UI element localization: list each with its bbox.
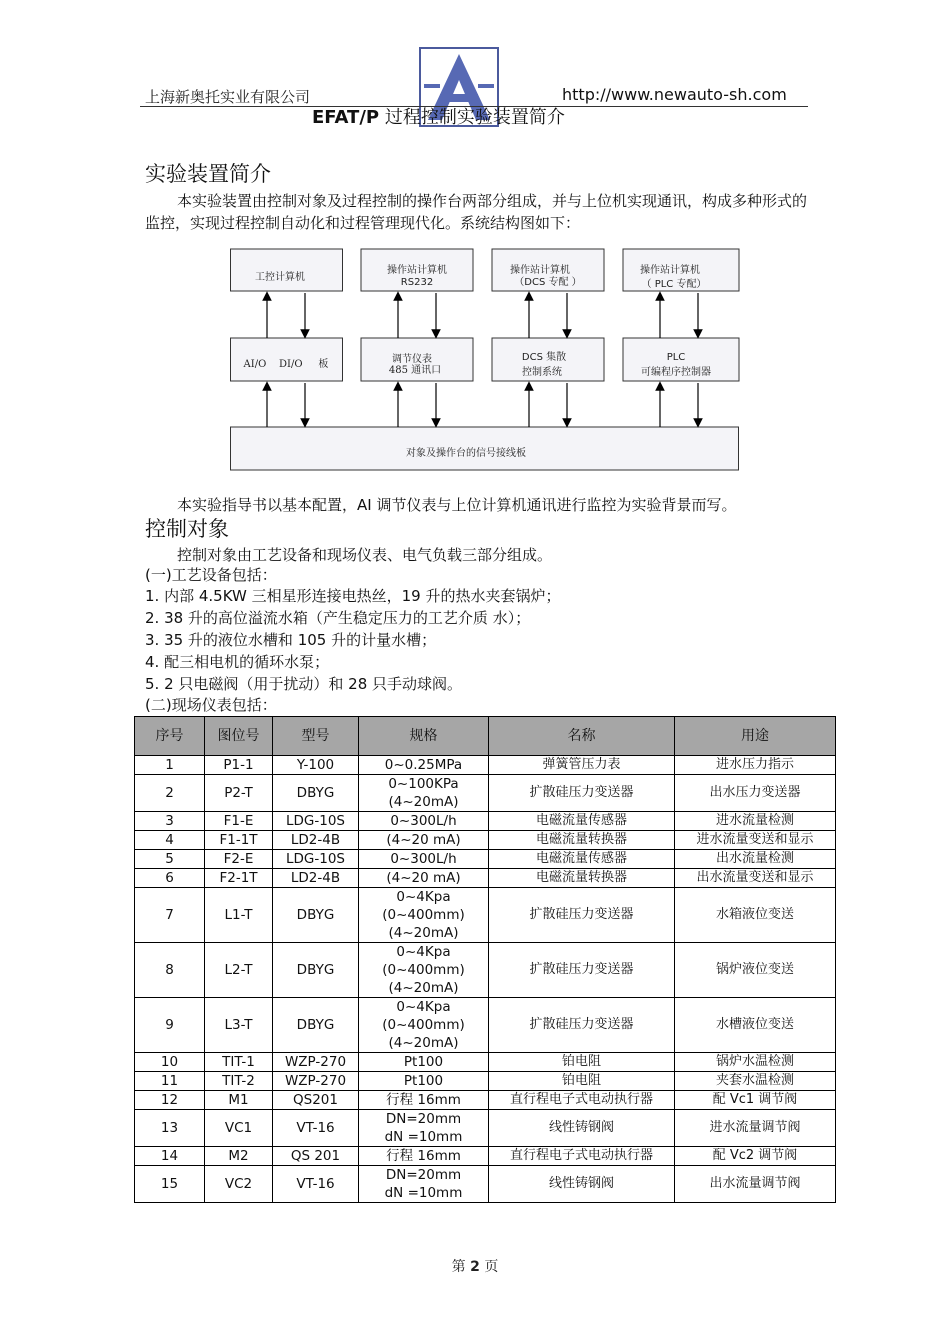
cell-name: 直行程电子式电动执行器 [489,1091,675,1110]
cell-spec [359,1110,489,1147]
cell-pos: P2-T [205,775,273,812]
cell-name: 弹簧管压力表 [489,756,675,775]
cell-use: 配 Vc2 调节阀 [675,1147,836,1166]
header-url[interactable]: http://www.newauto-sh.com [562,85,787,104]
cell-pos: VC1 [205,1110,273,1147]
table-row [135,869,836,888]
footer-prefix: 第 [451,1259,466,1275]
cell-model: LD2-4B [273,831,359,850]
spec-line: (4~20mA) [388,925,459,941]
cell-no: 14 [135,1147,205,1166]
list-item: 1. 内部 4.5KW 三相星形连接电热丝，19 升的热水夹套锅炉； [145,587,561,605]
cell-spec [359,1091,489,1110]
col-header-name: 名称 [489,717,675,756]
spec-line: (4~20mA) [388,1035,459,1051]
cell-name: 电磁流量转换器 [489,831,675,850]
mid-box-1-label: AI/O DI/O 板 [243,359,329,370]
cell-no: 5 [135,850,205,869]
mid-box-4-sub: 可编程序控制器 [641,367,711,378]
cell-use: 锅炉液位变送 [675,943,836,998]
instrument-table [134,716,836,1203]
cell-name: 线性铸钢阀 [489,1166,675,1203]
spec-line: (0~400mm) [382,1017,465,1033]
spec-line: (4~20mA) [388,980,459,996]
cell-spec [359,1147,489,1166]
cell-spec [359,1072,489,1091]
section2-sub2: (二)现场仪表包括： [145,696,277,714]
guide-text: 本实验指导书以基本配置，AI 调节仪表与上位计算机通讯进行监控为实验背景而写。 [177,496,737,514]
top-box-2-label: 操作站计算机 [387,265,447,276]
mid-box-3-sub: 控制系统 [522,367,562,378]
spec-line: Pt100 [403,1054,444,1070]
cell-no: 12 [135,1091,205,1110]
table-row [135,812,836,831]
cell-use: 水槽液位变送 [675,998,836,1053]
cell-model: WZP-270 [273,1072,359,1091]
spec-line: dN =10mm [384,1185,463,1201]
table-row [135,888,836,943]
cell-name: 铂电阻 [489,1053,675,1072]
cell-spec [359,1166,489,1203]
table-row [135,1147,836,1166]
cell-model: DBYG [273,943,359,998]
cell-spec [359,831,489,850]
section1-intro: 本实验装置由控制对象及过程控制的操作台两部分组成，并与上位机实现通讯，构成多种形式的监控，实现过程控制自动化和过程管理现代化。系统结构图如下： [145,192,808,232]
cell-spec [359,998,489,1053]
footer-suffix: 页 [484,1259,499,1275]
cell-spec [359,869,489,888]
cell-use: 进水压力指示 [675,756,836,775]
table-row [135,998,836,1053]
cell-pos: F2-E [205,850,273,869]
top-box-2-sub: RS232 [400,277,434,288]
cell-use: 水箱液位变送 [675,888,836,943]
cell-model: LDG-10S [273,812,359,831]
cell-spec [359,888,489,943]
section2-intro: 控制对象由工艺设备和现场仪表、电气负载三部分组成。 [177,546,553,564]
mid-box-4-label: PLC [666,352,686,363]
cell-model: DBYG [273,775,359,812]
cell-name: 扩散硅压力变送器 [489,775,675,812]
section1-heading: 实验装置简介 [145,162,271,186]
spec-line: 0~0.25MPa [384,757,463,773]
cell-model: DBYG [273,888,359,943]
top-box-3-label: 操作站计算机 [510,265,570,276]
cell-pos: M1 [205,1091,273,1110]
top-box-3-sub: （DCS 专配 ） [514,277,582,288]
spec-line: 行程 16mm [386,1092,461,1108]
spec-line: 0~4Kpa [396,999,451,1015]
top-box-1 [231,249,343,291]
cell-use: 进水流量调节阀 [675,1110,836,1147]
spec-line: (4~20mA) [388,794,459,810]
mid-box-2-label: 调节仪表 [392,354,432,365]
col-header-model: 型号 [273,717,359,756]
cell-model: VT-16 [273,1166,359,1203]
col-header-no: 序号 [135,717,205,756]
spec-line: (0~400mm) [382,907,465,923]
cell-name: 电磁流量转换器 [489,869,675,888]
list-item: 5. 2 只电磁阀（用于扰动）和 28 只手动球阀。 [145,675,463,693]
cell-no: 1 [135,756,205,775]
spec-line: 0~4Kpa [396,944,451,960]
top-box-1-label: 工控计算机 [255,272,305,283]
cell-use: 夹套水温检测 [675,1072,836,1091]
cell-use: 出水流量调节阀 [675,1166,836,1203]
page-footer [0,1256,950,1276]
top-box-4-label: 操作站计算机 [640,265,700,276]
cell-no: 7 [135,888,205,943]
mid-box-2-sub: 485 通讯口 [388,365,442,376]
cell-no: 3 [135,812,205,831]
cell-pos: F1-E [205,812,273,831]
cell-use: 出水压力变送器 [675,775,836,812]
cell-no: 13 [135,1110,205,1147]
cell-model: QS 201 [273,1147,359,1166]
cell-pos: VC2 [205,1166,273,1203]
cell-use: 配 Vc1 调节阀 [675,1091,836,1110]
spec-line: 0~4Kpa [396,889,451,905]
cell-name: 线性铸钢阀 [489,1110,675,1147]
col-header-pos: 图位号 [205,717,273,756]
cell-pos: F1-1T [205,831,273,850]
cell-pos: L1-T [205,888,273,943]
header-title [312,103,565,129]
cell-name: 电磁流量传感器 [489,812,675,831]
cell-model: QS201 [273,1091,359,1110]
header-title-bold: EFAT/P [312,107,380,128]
cell-model: DBYG [273,998,359,1053]
cell-pos: L2-T [205,943,273,998]
cell-use: 出水流量检测 [675,850,836,869]
table-row [135,1110,836,1147]
cell-spec [359,775,489,812]
cell-use: 进水流量变送和显示 [675,831,836,850]
spec-line: 行程 16mm [386,1148,461,1164]
cell-pos: F2-1T [205,869,273,888]
spec-line: DN=20mm [385,1111,462,1127]
bottom-box-label: 对象及操作台的信号接线板 [406,448,526,459]
cell-use: 进水流量检测 [675,812,836,831]
cell-spec [359,756,489,775]
cell-name: 扩散硅压力变送器 [489,998,675,1053]
spec-line: 0~100KPa [388,776,459,792]
list-item: 2. 38 升的高位溢流水箱（产生稳定压力的工艺介质 水）； [145,609,531,627]
cell-no: 11 [135,1072,205,1091]
table-row [135,775,836,812]
table-header-row [135,717,836,756]
spec-line: 0~300L/h [390,851,457,867]
header-title-rest: 过程控制实验装置简介 [379,107,565,128]
table-row [135,831,836,850]
page-number: 2 [470,1259,480,1275]
cell-no: 10 [135,1053,205,1072]
cell-name: 直行程电子式电动执行器 [489,1147,675,1166]
spec-line: 0~300L/h [390,813,457,829]
cell-use: 出水流量变送和显示 [675,869,836,888]
cell-spec [359,1053,489,1072]
table-row [135,756,836,775]
cell-model: VT-16 [273,1110,359,1147]
cell-spec [359,812,489,831]
section2-heading: 控制对象 [145,517,229,541]
spec-line: dN =10mm [384,1129,463,1145]
cell-name: 扩散硅压力变送器 [489,888,675,943]
top-box-4-sub: （ PLC 专配） [641,279,707,290]
cell-no: 4 [135,831,205,850]
header-company: 上海新奥托实业有限公司 [145,88,311,106]
cell-no: 9 [135,998,205,1053]
spec-line: (0~400mm) [382,962,465,978]
col-header-use: 用途 [675,717,836,756]
spec-line: (4~20 mA) [386,870,461,886]
list-item: 3. 35 升的液位水槽和 105 升的计量水槽； [145,631,437,649]
cell-pos: P1-1 [205,756,273,775]
cell-no: 6 [135,869,205,888]
cell-spec [359,943,489,998]
table-row [135,850,836,869]
cell-spec [359,850,489,869]
list-item: 4. 配三相电机的循环水泵； [145,653,330,671]
section2-sub1: (一)工艺设备包括： [145,566,277,584]
table-row [135,1053,836,1072]
cell-pos: M2 [205,1147,273,1166]
cell-pos: TIT-1 [205,1053,273,1072]
cell-model: LDG-10S [273,850,359,869]
cell-name: 扩散硅压力变送器 [489,943,675,998]
cell-pos: TIT-2 [205,1072,273,1091]
cell-pos: L3-T [205,998,273,1053]
cell-no: 8 [135,943,205,998]
cell-use: 锅炉水温检测 [675,1053,836,1072]
table-row [135,1166,836,1203]
cell-model: LD2-4B [273,869,359,888]
table-row [135,1091,836,1110]
system-structure-diagram [230,246,740,474]
spec-line: Pt100 [403,1073,444,1089]
cell-no: 15 [135,1166,205,1203]
table-row [135,943,836,998]
cell-no: 2 [135,775,205,812]
spec-line: (4~20 mA) [386,832,461,848]
spec-line: DN=20mm [385,1167,462,1183]
cell-model: Y-100 [273,756,359,775]
cell-name: 铂电阻 [489,1072,675,1091]
mid-box-3-label: DCS 集散 [521,352,567,363]
col-header-spec: 规格 [359,717,489,756]
cell-name: 电磁流量传感器 [489,850,675,869]
table-row [135,1072,836,1091]
cell-model: WZP-270 [273,1053,359,1072]
